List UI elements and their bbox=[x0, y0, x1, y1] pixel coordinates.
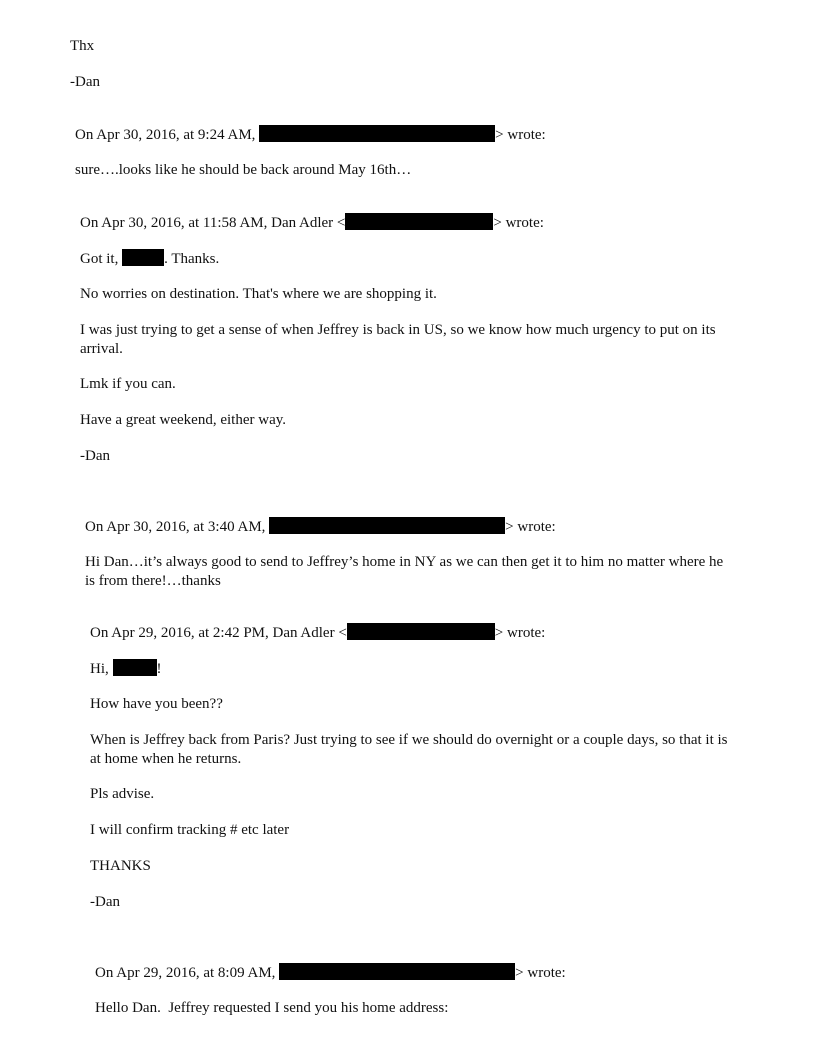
m2-got-pre: Got it, bbox=[80, 251, 123, 267]
m5-redaction bbox=[279, 963, 515, 980]
m5-header bbox=[95, 963, 566, 983]
m2-redaction bbox=[345, 213, 493, 230]
m2-p1: No worries on destination. That's where we are shopping it. bbox=[80, 286, 437, 302]
m4-signature: -Dan bbox=[90, 894, 120, 910]
m4-name-redaction bbox=[113, 659, 157, 676]
m2-got-post: . Thanks. bbox=[164, 251, 220, 267]
m4-redaction bbox=[347, 623, 495, 640]
m4-header-post: > wrote: bbox=[494, 625, 546, 641]
m2-header bbox=[80, 213, 544, 233]
m3-redaction bbox=[269, 517, 505, 534]
m1-header bbox=[75, 125, 546, 145]
m5-body: Hello Dan. Jeffrey requested I send you his home address: bbox=[95, 1000, 449, 1016]
m4-p3: Pls advise. bbox=[90, 786, 155, 802]
m4-p2: When is Jeffrey back from Paris? Just trying to see if we should do overnight or a couple days, so that it is at home when he returns. bbox=[90, 732, 728, 767]
m2-header-pre: On Apr 30, 2016, at 11:58 AM, Dan Adler < bbox=[80, 215, 346, 231]
m4-p4: I will confirm tracking # etc later bbox=[90, 822, 290, 838]
m4-hi-post: ! bbox=[156, 661, 162, 677]
m1-header-pre: On Apr 30, 2016, at 9:24 AM, bbox=[75, 127, 260, 143]
m3-body: Hi Dan…it’s always good to send to Jeffrey’s home in NY as we can then get it to him no matter where he is from there!…thanks bbox=[85, 554, 724, 589]
m2-name-redaction bbox=[122, 249, 164, 266]
reply-thx: Thx bbox=[70, 38, 95, 54]
m3-header-post: > wrote: bbox=[505, 519, 556, 535]
m2-p3: Lmk if you can. bbox=[80, 376, 176, 392]
m4-hi-pre: Hi, bbox=[90, 661, 113, 677]
m3-header-pre: On Apr 30, 2016, at 3:40 AM, bbox=[85, 519, 270, 535]
m4-header bbox=[90, 623, 545, 643]
m4-p5: THANKS bbox=[90, 858, 151, 874]
m4-header-pre: On Apr 29, 2016, at 2:42 PM, Dan Adler < bbox=[90, 625, 347, 641]
m3-header bbox=[85, 517, 556, 537]
m1-body: sure….looks like he should be back around May 16th… bbox=[75, 162, 412, 178]
m2-p2: I was just trying to get a sense of when Jeffrey is back in US, so we know how much urgency to put on its arrival. bbox=[80, 322, 716, 357]
reply-signature: -Dan bbox=[70, 74, 100, 90]
m5-header-pre: On Apr 29, 2016, at 8:09 AM, bbox=[95, 965, 280, 981]
m2-got-it bbox=[80, 249, 219, 269]
m2-header-post: > wrote: bbox=[493, 215, 544, 231]
m2-p4: Have a great weekend, either way. bbox=[80, 412, 287, 428]
m2-signature: -Dan bbox=[80, 448, 110, 464]
m1-redaction bbox=[259, 125, 495, 142]
m5-header-post: > wrote: bbox=[515, 965, 566, 981]
m1-header-post: > wrote: bbox=[495, 127, 546, 143]
m4-p1: How have you been?? bbox=[90, 696, 223, 712]
m4-greeting bbox=[90, 659, 162, 679]
